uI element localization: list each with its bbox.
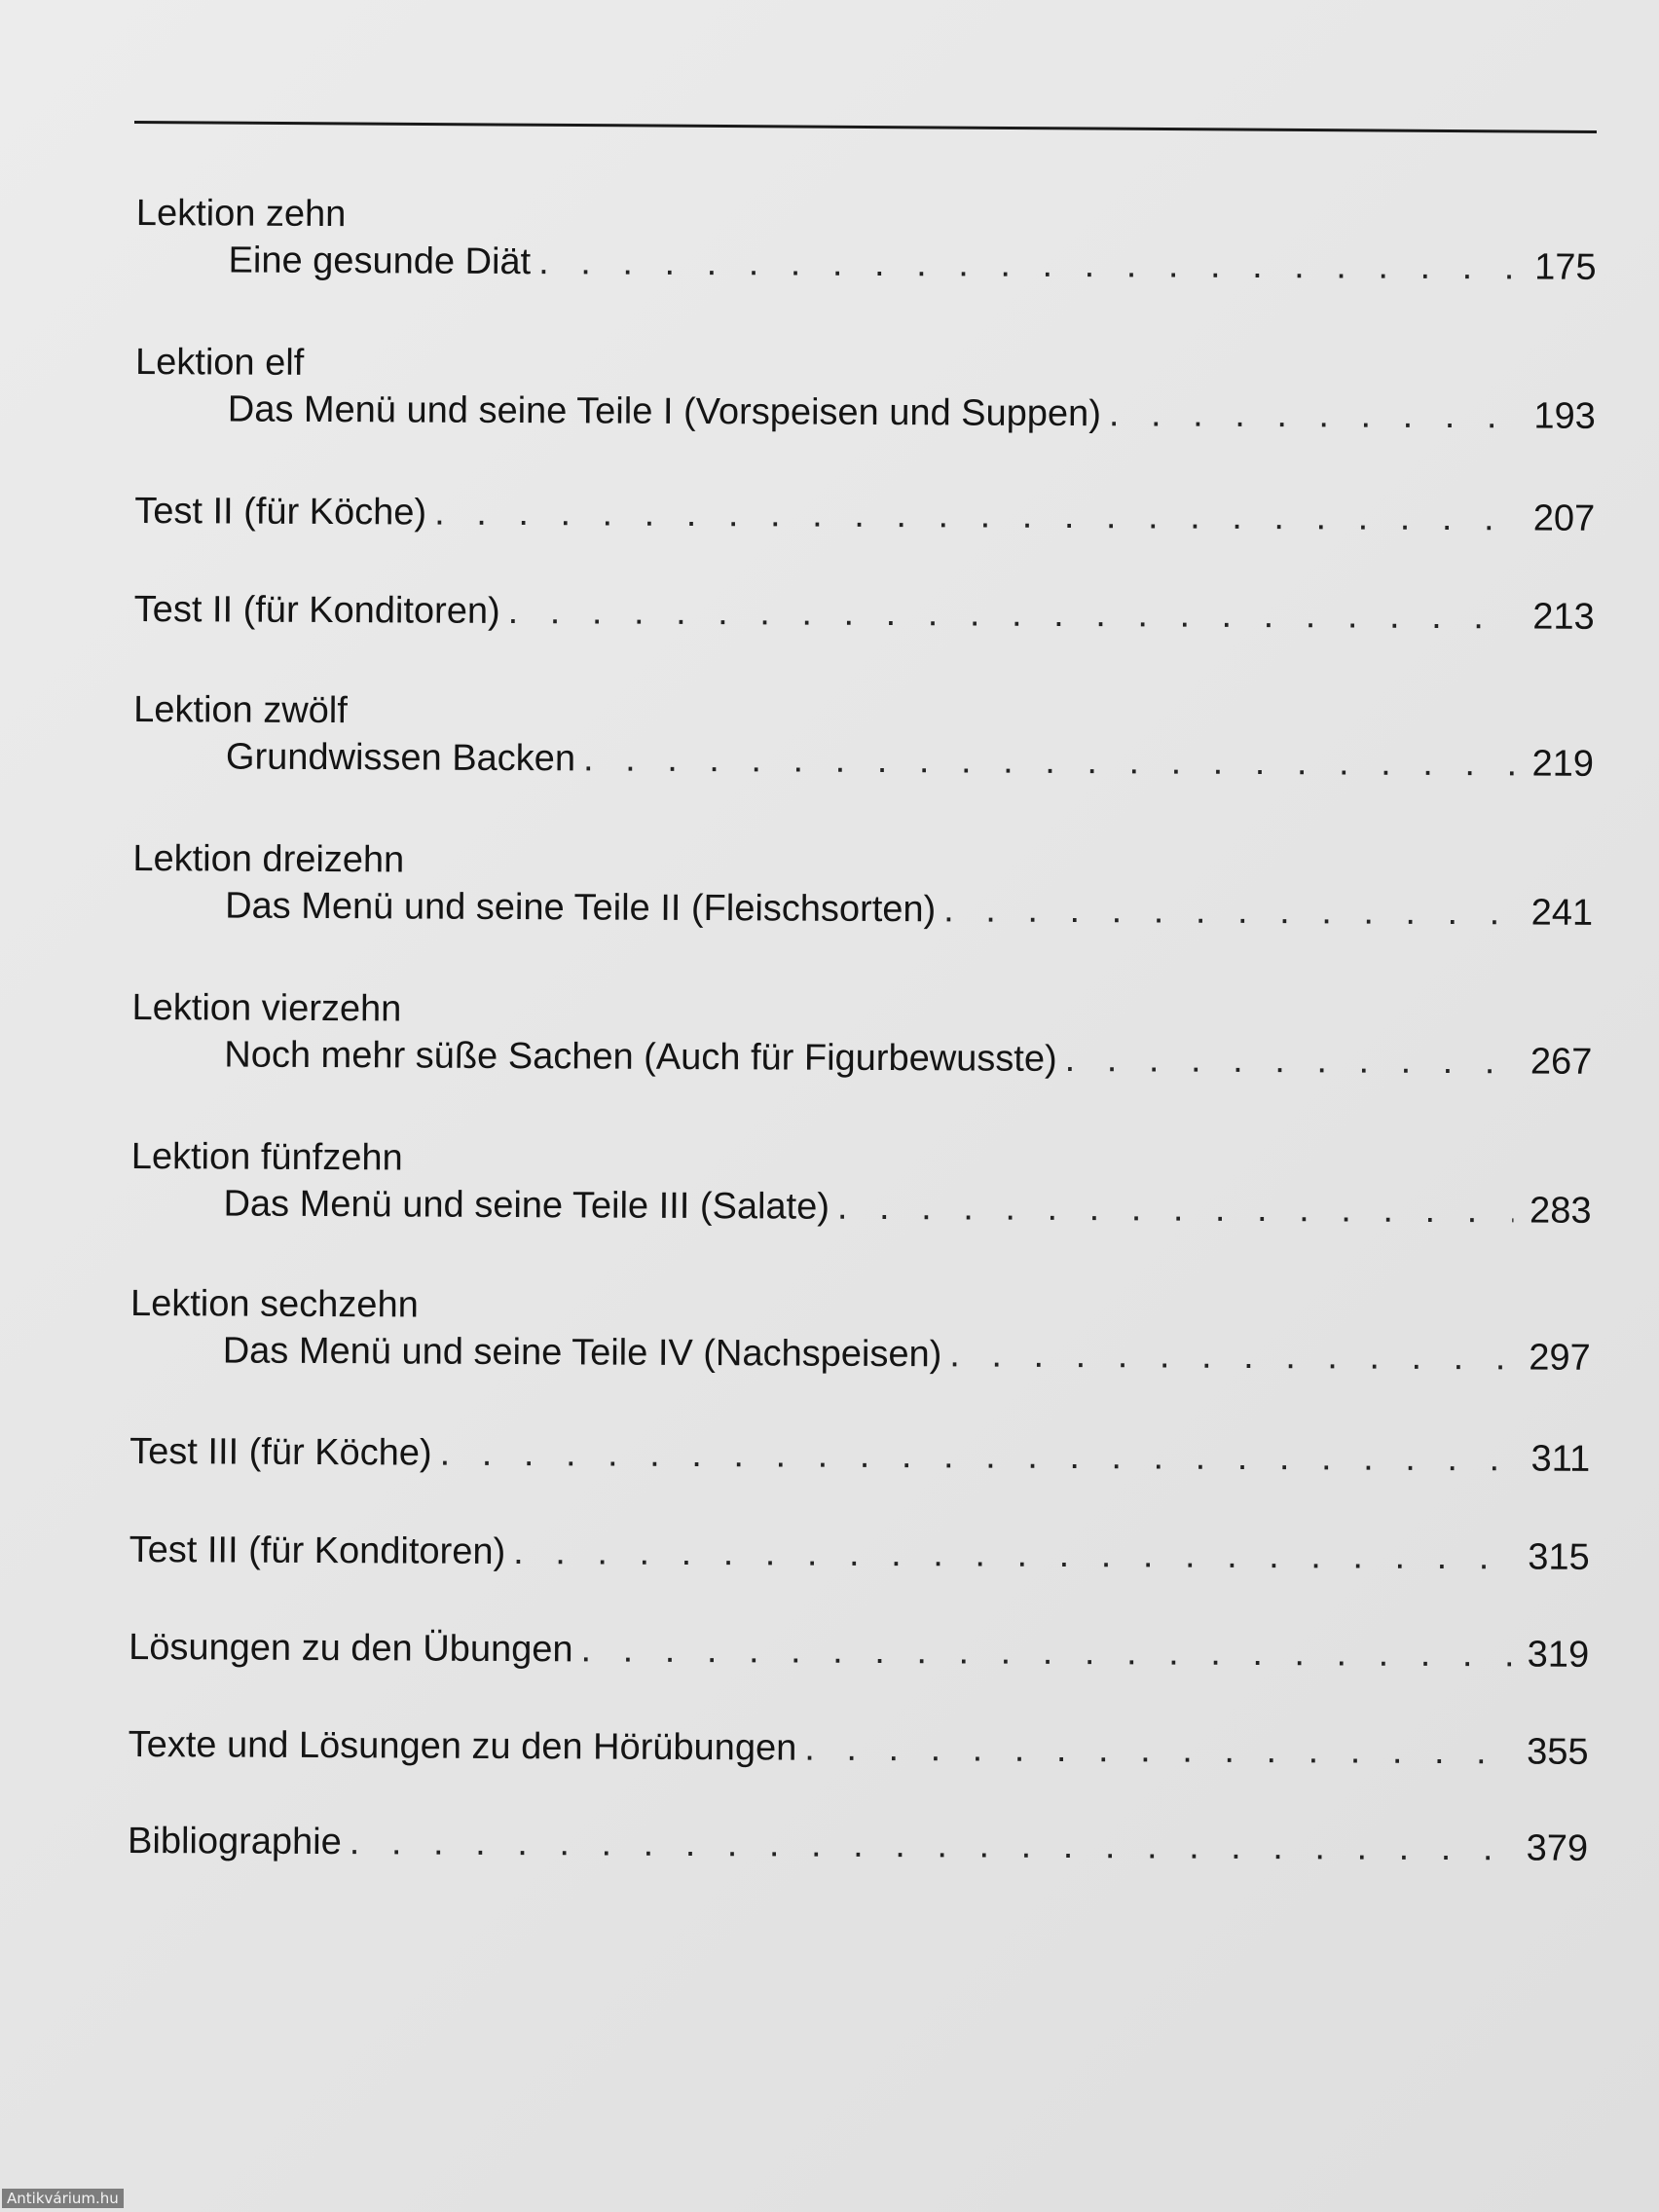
page-number: 283 [1530,1190,1592,1232]
entry-title: Das Menü und seine Teile I (Vorspeisen und Suppen) [227,388,1102,435]
entry-title: Test III (für Köche) [129,1430,432,1474]
toc-chapter-lektion-fuenfzehn [130,1133,1591,1235]
toc-entry[interactable] [130,1327,1591,1382]
dot-leader [1065,1036,1515,1085]
toc-entry[interactable] [129,1527,1590,1581]
toc-entry[interactable] [130,1180,1591,1235]
dot-leader [837,1184,1514,1235]
chapter-heading: Lektion fünfzehn [130,1135,403,1179]
entry-title: Das Menü und seine Teile IV (Nachspeisen) [222,1330,942,1376]
entry-title: Test II (für Konditoren) [133,588,500,632]
toc-entry[interactable] [134,488,1595,542]
dot-leader [538,239,1519,290]
toc-entry[interactable] [135,386,1596,440]
toc-entry[interactable] [135,237,1596,291]
entry-title: Das Menü und seine Teile III (Salate) [223,1183,830,1228]
entry-title: Noch mehr süße Sachen (Auch für Figurbewusste) [224,1034,1057,1080]
chapter-heading: Lektion sechzehn [129,1282,419,1326]
dot-leader [508,588,1517,640]
dot-leader [580,1626,1511,1677]
table-of-contents [128,190,1597,1869]
dot-leader [513,1529,1512,1580]
page-number: 355 [1527,1731,1589,1773]
dot-leader [440,1430,1513,1483]
page-number: 267 [1530,1041,1593,1083]
page-number: 193 [1533,395,1596,437]
entry-title: Bibliographie [128,1820,342,1863]
toc-chapter-lektion-dreizehn [132,835,1593,937]
toc-entry-test-ii-koeche [134,488,1595,542]
chapter-heading: Lektion zehn [135,192,347,236]
dot-leader [583,735,1516,787]
chapter-heading: Lektion zwölf [133,688,348,732]
entry-title: Test III (für Konditoren) [129,1529,506,1573]
page-number: 241 [1530,892,1594,934]
toc-entry[interactable] [133,733,1594,788]
chapter-heading: Lektion elf [134,341,305,384]
toc-entry[interactable] [131,1031,1592,1086]
toc-entry-test-iii-koeche [129,1428,1590,1483]
toc-entry[interactable] [129,1624,1589,1678]
toc-entry-bibliographie [128,1818,1588,1872]
chapter-heading: Lektion vierzehn [131,986,402,1030]
toc-chapter-lektion-elf [135,339,1596,440]
dot-leader [943,886,1515,936]
toc-chapter-lektion-sechzehn [130,1280,1591,1382]
dot-leader [804,1725,1511,1776]
page-number: 219 [1531,743,1595,785]
page-number: 379 [1526,1827,1589,1869]
entry-title: Texte und Lösungen zu den Hörübungen [128,1723,797,1769]
dot-leader [949,1331,1513,1381]
toc-entry-test-iii-konditoren [129,1527,1590,1581]
entry-title: Das Menü und seine Teile II (Fleischsorten) [225,885,937,931]
dot-leader [1109,390,1518,439]
watermark-label: Antikvárium.hu [2,2189,124,2208]
toc-entry-test-ii-konditoren [134,586,1595,641]
page-number: 315 [1528,1536,1590,1578]
toc-entry[interactable] [129,1428,1590,1483]
entry-title: Test II (für Köche) [134,490,427,534]
toc-entry-loesungen [129,1624,1589,1678]
toc-chapter-lektion-zehn [135,190,1596,291]
page-number: 207 [1532,498,1596,539]
toc-entry[interactable] [134,586,1595,641]
page-number: 175 [1534,246,1597,288]
dot-leader [434,490,1517,542]
page-number: 319 [1527,1634,1590,1676]
page-number: 297 [1529,1337,1591,1379]
top-rule [134,121,1597,133]
toc-entry[interactable] [132,882,1593,937]
entry-title: Lösungen zu den Übungen [129,1626,573,1671]
page-number: 213 [1532,596,1595,638]
toc-chapter-lektion-zwoelf [133,686,1594,788]
entry-title: Eine gesunde Diät [228,240,532,283]
toc-entry-texte-loesungen [129,1721,1589,1776]
chapter-heading: Lektion dreizehn [132,837,405,881]
toc-entry[interactable] [129,1721,1589,1776]
toc-chapter-lektion-vierzehn [131,984,1592,1086]
toc-entry[interactable] [128,1818,1588,1872]
entry-title: Grundwissen Backen [225,736,576,780]
dot-leader [350,1819,1511,1871]
page-number: 311 [1530,1438,1591,1480]
